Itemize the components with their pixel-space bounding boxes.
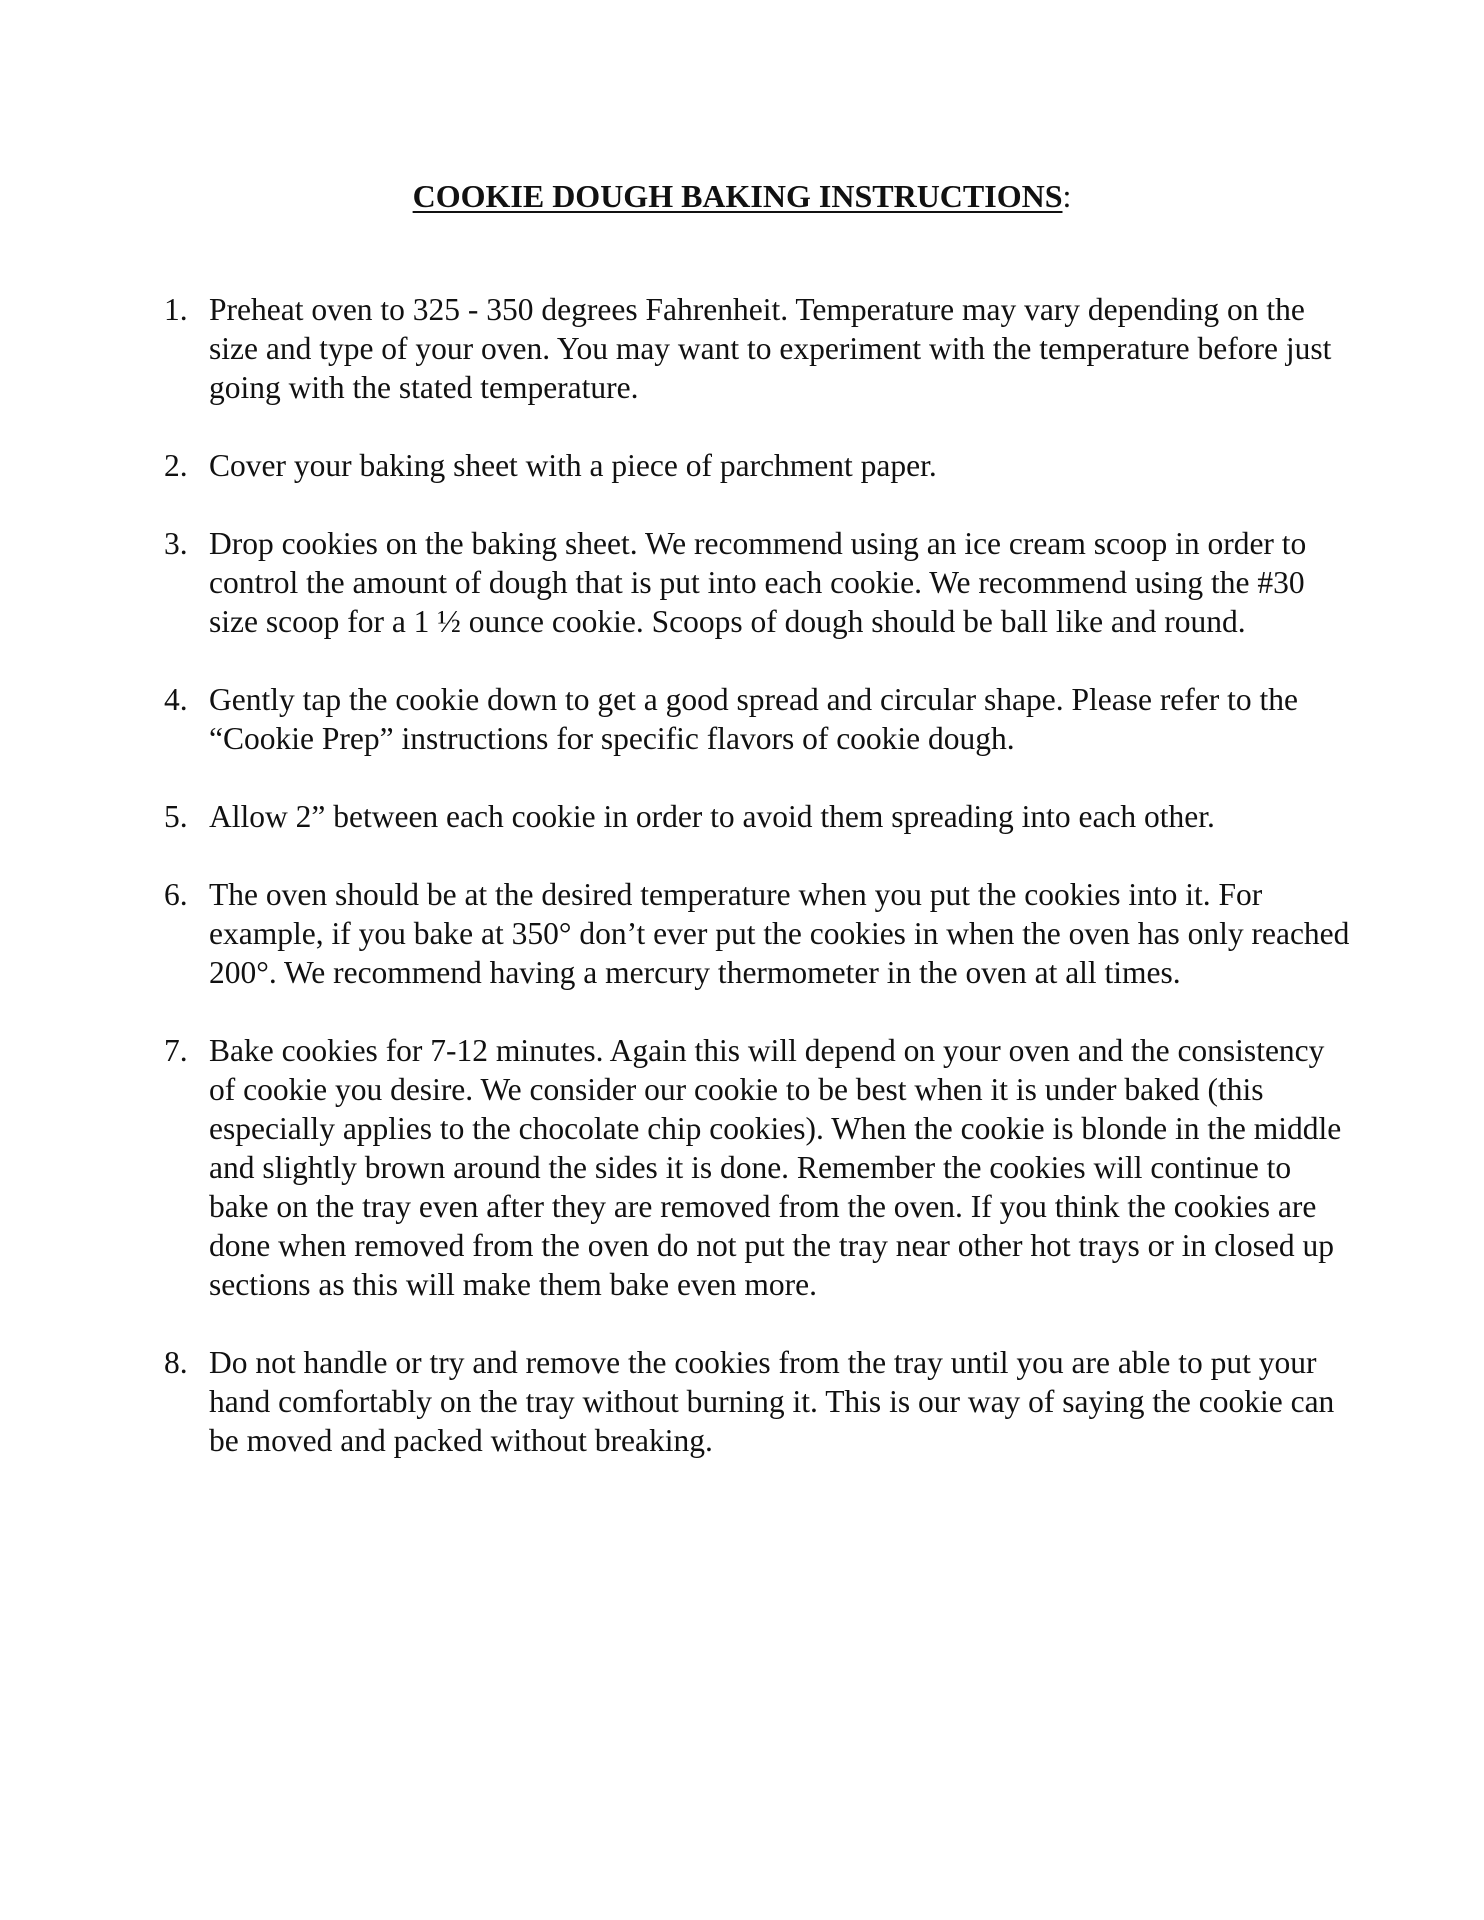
instruction-step-4 xyxy=(164,680,1354,758)
step-text: Cover your baking sheet with a piece of parchment paper. xyxy=(209,448,937,483)
instruction-step-8 xyxy=(164,1343,1354,1460)
step-number: 4. xyxy=(164,682,188,717)
title-colon: : xyxy=(1062,178,1072,214)
step-text: Bake cookies for 7-12 minutes. Again this will depend on your oven and the consistency of cookie you desire. We consider our cookie to be best when it is under baked (this especially applies to the chocolate chip cookies). When the cookie is blonde in the middle and slightly brown around the sides it is done. Remember the cookies will continue to bake on the tray even after they are removed from the oven. If you think the cookies are done when removed from the oven do not put the tray near other hot trays or in closed up sections as this will make them bake even more. xyxy=(209,1033,1342,1302)
step-text: Gently tap the cookie down to get a good spread and circular shape. Please refer to the “Cookie Prep” instructions for specific flavors of cookie dough. xyxy=(209,682,1298,756)
instruction-step-5 xyxy=(164,797,1354,836)
step-number: 2. xyxy=(164,448,188,483)
instruction-step-6 xyxy=(164,875,1354,992)
instruction-step-7 xyxy=(164,1031,1354,1304)
step-number: 5. xyxy=(164,799,188,834)
instruction-step-3 xyxy=(164,524,1354,641)
step-text: Allow 2” between each cookie in order to avoid them spreading into each other. xyxy=(209,799,1215,834)
title-text: COOKIE DOUGH BAKING INSTRUCTIONS xyxy=(412,178,1063,214)
step-number: 1. xyxy=(164,292,188,327)
step-number: 8. xyxy=(164,1345,188,1380)
instruction-list xyxy=(164,290,1354,1499)
step-number: 3. xyxy=(164,526,188,561)
instruction-step-2 xyxy=(164,446,1354,485)
step-number: 7. xyxy=(164,1033,188,1068)
instruction-step-1 xyxy=(164,290,1354,407)
step-text: Preheat oven to 325 - 350 degrees Fahrenheit. Temperature may vary depending on the size and type of your oven. You may want to experiment with the temperature before just going with the stated temperature. xyxy=(209,292,1332,405)
step-text: Do not handle or try and remove the cookies from the tray until you are able to put your hand comfortably on the tray without burning it. This is our way of saying the cookie can be moved and packed without breaking. xyxy=(209,1345,1335,1458)
page-title xyxy=(0,176,1484,216)
step-number: 6. xyxy=(164,877,188,912)
step-text: Drop cookies on the baking sheet. We recommend using an ice cream scoop in order to control the amount of dough that is put into each cookie. We recommend using the #30 size scoop for a 1 ½ ounce cookie. Scoops of dough should be ball like and round. xyxy=(209,526,1307,639)
step-text: The oven should be at the desired temperature when you put the cookies into it. For example, if you bake at 350° don’t ever put the cookies in when the oven has only reached 200°. We recommend having a mercury thermometer in the oven at all times. xyxy=(209,877,1350,990)
